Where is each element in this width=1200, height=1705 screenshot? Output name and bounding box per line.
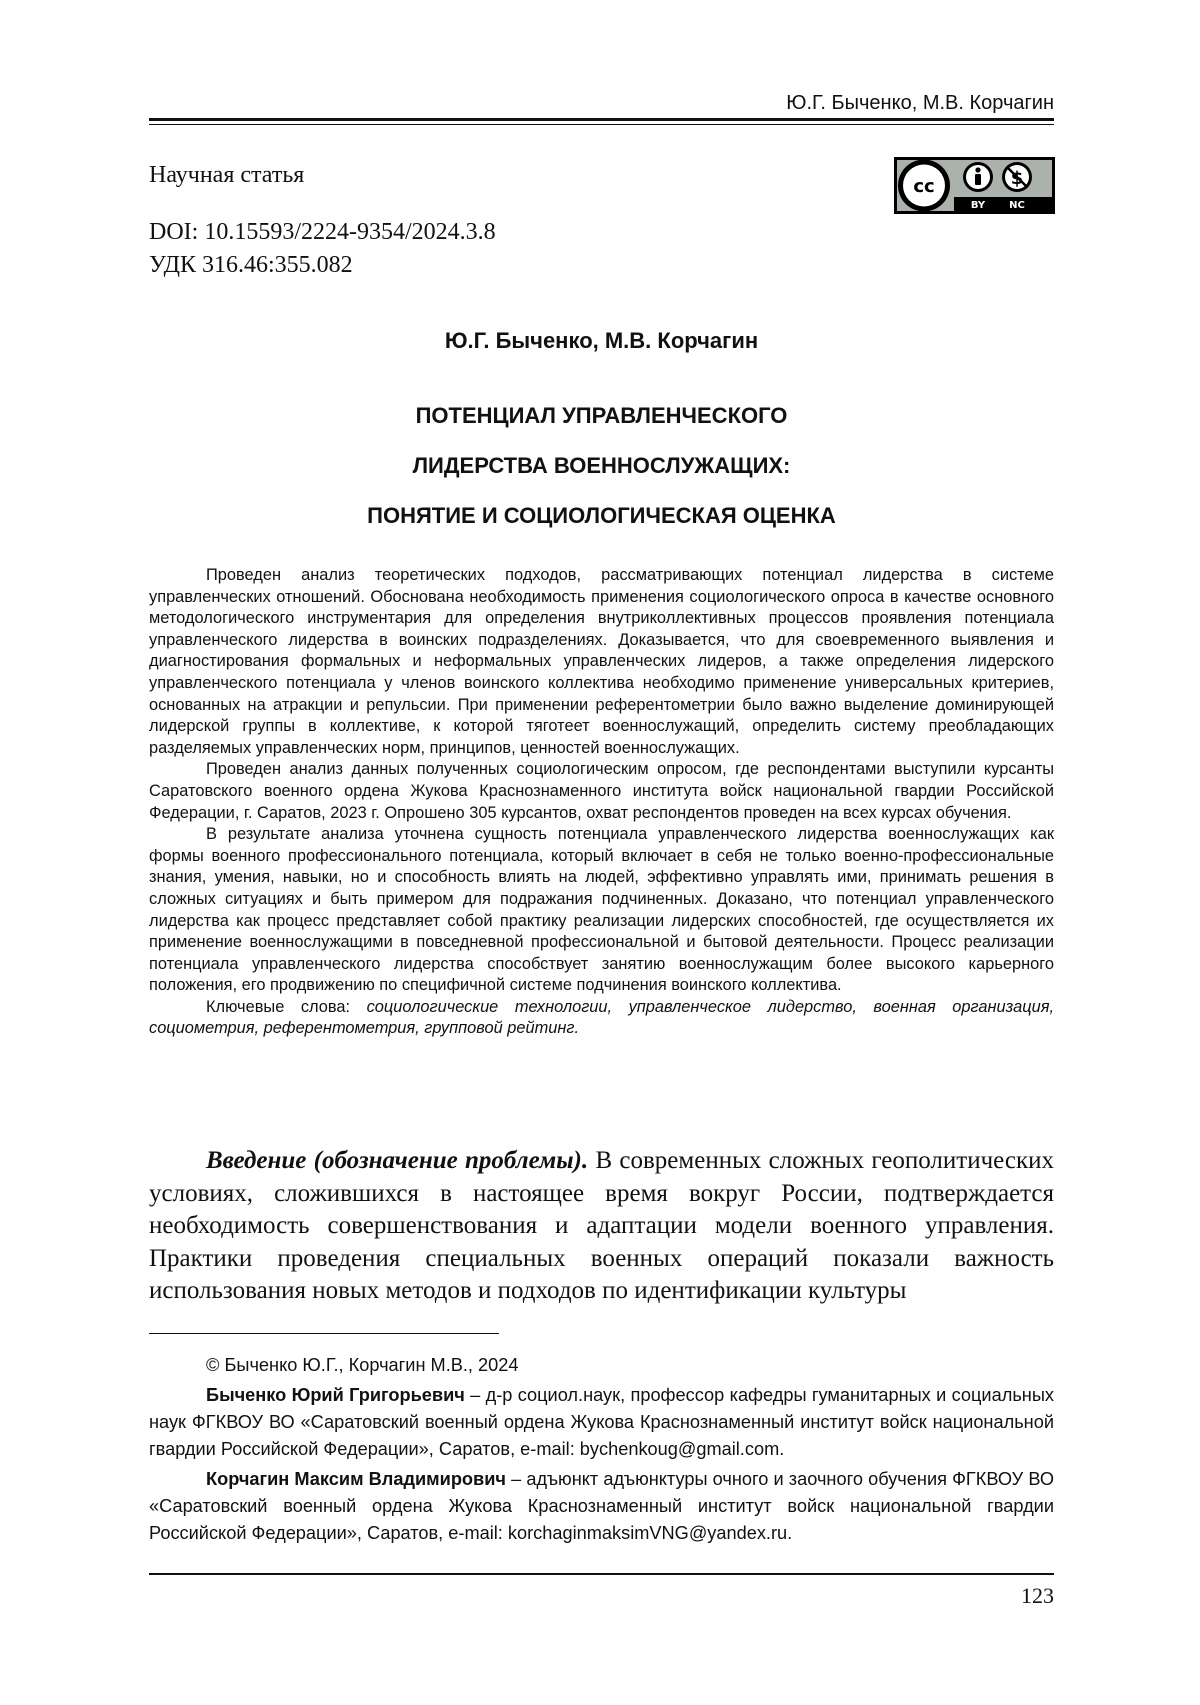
- introduction-heading: Введение (обозначение проблемы).: [206, 1147, 588, 1174]
- keywords-label: Ключевые слова:: [206, 998, 350, 1016]
- page-number: 123: [149, 1582, 1054, 1610]
- keywords-list: социологические технологии, управленческое лидерство, военная организация, социометрия, референтометрия, групповой рейтинг.: [149, 998, 1054, 1038]
- svg-text:NC: NC: [1009, 200, 1025, 211]
- abstract-paragraph: Проведен анализ данных полученных социологическим опросом, где респондентами выступили курсанты Саратовского военного ордена Жукова Краснознаменного института войск национальной гвардии Российской Федерации, г. Саратов, 2023 г. Опрошено 305 курсантов, охват респондентов проведен на всех курсах обучения.: [149, 759, 1054, 824]
- doi: DOI: 10.15593/2224-9354/2024.3.8: [149, 216, 749, 249]
- author-note-2: [149, 1466, 1054, 1547]
- article-authors: Ю.Г. Быченко, М.В. Корчагин: [149, 326, 1054, 356]
- cc-by-nc-license-badge: [894, 157, 1055, 214]
- svg-text:BY: BY: [971, 200, 986, 211]
- article-type: Научная статья: [149, 160, 749, 190]
- keywords: [149, 997, 1054, 1040]
- author-1-name: Быченко Юрий Григорьевич: [206, 1385, 465, 1405]
- article-meta: [149, 160, 749, 282]
- author-note-1: [149, 1382, 1054, 1463]
- article-title: [149, 400, 1054, 550]
- introduction-paragraph: [149, 1145, 1054, 1308]
- footer-rule: [149, 1573, 1054, 1575]
- footnote-rule: [149, 1333, 499, 1334]
- title-line-1: ПОТЕНЦИАЛ УПРАВЛЕНЧЕСКОГО: [149, 400, 1054, 432]
- author-2-affiliation: – адъюнкт адъюнктуры очного и заочного обучения ФГКВОУ ВО «Саратовский военный ордена Жукова Краснознаменный институт войск национальной гвардии Российской Федерации», Саратов, e-mail: korchaginmaksimVNG@yandex.ru.: [149, 1469, 1054, 1543]
- author-2-name: Корчагин Максим Владимирович: [206, 1469, 506, 1489]
- abstract: [149, 565, 1054, 1040]
- cc-icon: [898, 160, 950, 212]
- svg-text:cc: cc: [913, 176, 934, 197]
- title-line-2: ЛИДЕРСТВА ВОЕННОСЛУЖАЩИХ:: [149, 450, 1054, 482]
- title-line-3: ПОНЯТИЕ И СОЦИОЛОГИЧЕСКАЯ ОЦЕНКА: [149, 500, 1054, 532]
- header-rule-thick: [149, 118, 1054, 121]
- abstract-paragraph: В результате анализа уточнена сущность потенциала управленческого лидерства военнослужащих как формы военного профессионального потенциала, который включает в себя не только военно-профессиональные знания, умения, навыки, но и способность влиять на людей, эффективно управлять ими, принимать решения в сложных ситуациях и быть примером для подражания подчиненных. Доказано, что потенциал управленческого лидерства как процесс представляет собой практику реализации лидерских способностей, где осуществляется их применение военнослужащими в повседневной профессиональной и бытовой деятельности. Процесс реализации потенциала управленческого лидерства способствует занятию военнослужащим более высокого карьерного положения, его продвижению по специфичной системе подчинения воинского коллектива.: [149, 824, 1054, 997]
- introduction-text: В современных сложных геополитических условиях, сложившихся в настоящее время вокруг России, подтверждается необходимость совершенствования и адаптации модели военного управления. Практики проведения специальных военных операций показали важность использования новых методов и подходов по идентификации культуры: [149, 1147, 1054, 1304]
- udc: УДК 316.46:355.082: [149, 249, 749, 282]
- abstract-paragraph: Проведен анализ теоретических подходов, рассматривающих потенциал лидерства в системе управленческих отношений. Обоснована необходимость применения социологического опроса в качестве основного методологического инструментария для определения внутриколлективных процессов проявления потенциала управленческого лидерства в воинских подразделениях. Доказывается, что для своевременного выявления и диагностирования формальных и неформальных управленческих лидеров, а также определения лидерского управленческого потенциала у членов воинского коллектива необходимо применение универсальных критериев, основанных на атракции и репульсии. При применении референтометрии было важно выделение доминирующей лидерской группы в коллективе, к которой тяготеет военнослужащий, определить систему преобладающих разделяемых управленческих норм, принципов, ценностей военнослужащих.: [149, 565, 1054, 759]
- footnotes: [149, 1352, 1054, 1547]
- non-commercial-icon: [1002, 162, 1032, 192]
- header-rule-thin: [149, 124, 1054, 125]
- copyright-note: © Быченко Ю.Г., Корчагин М.В., 2024: [149, 1352, 1054, 1379]
- running-head: Ю.Г. Быченко, М.В. Корчагин: [149, 90, 1054, 116]
- attribution-icon: [963, 162, 993, 192]
- author-1-affiliation: – д-р социол.наук, профессор кафедры гуманитарных и социальных наук ФГКВОУ ВО «Саратовский военный ордена Жукова Краснознаменный институт войск национальной гвардии Российской Федерации», Саратов, e-mail: bychenkoug@gmail.com.: [149, 1385, 1054, 1459]
